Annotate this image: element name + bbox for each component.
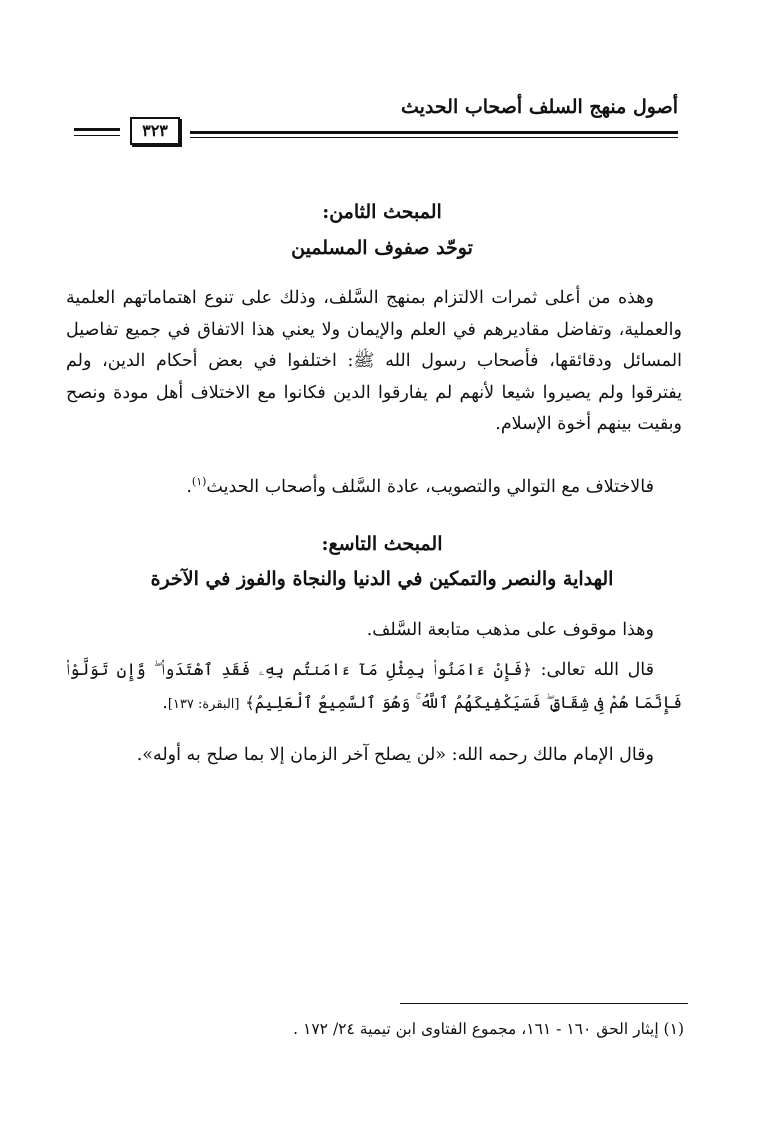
footnote: (١) إيثار الحق ١٦٠ - ١٦١، مجموع الفتاوى ابن تيمية ٢٤/ ١٧٢ .	[293, 1020, 684, 1038]
verse-paragraph	[66, 654, 682, 720]
section-9-title: الهداية والنصر والتمكين في الدنيا والنجاة والفوز في الآخرة	[150, 568, 614, 590]
section-8-paragraph-2-end: .	[186, 476, 192, 497]
section-9-label: المبحث التاسع:	[321, 533, 443, 555]
page-number: ٣٢٣	[130, 117, 180, 145]
header-rule-thin	[190, 137, 678, 138]
section-8-label: المبحث الثامن:	[322, 201, 442, 223]
footnote-reference: (١)	[191, 475, 207, 488]
quran-verse: ﴿فَإِنْ ءَامَنُوا۟ بِمِثْلِ مَآ ءَامَنتُم بِهِۦ فَقَدِ ٱهْتَدَوا۟ ۖ وَّإِن تَوَلَّوْا۟ فَإِنَّمَا هُمْ فِى شِقَاقٍ ۖ فَسَيَكْفِيكَهُمُ ٱللَّهُ ۚ وَهُوَ ٱلسَّمِيعُ ٱلْعَلِيمُ﴾	[66, 660, 682, 712]
header-rule-thick	[190, 131, 678, 134]
footnote-rule	[400, 1003, 688, 1004]
section-8-paragraph-2-text: فالاختلاف مع التوالي والتصويب، عادة السَّلف وأصحاب الحديث	[206, 476, 654, 497]
running-title: أصول منهج السلف أصحاب الحديث	[400, 96, 678, 118]
verse-end: .	[162, 692, 168, 713]
verse-reference: [البقرة: ١٣٧]	[167, 696, 240, 712]
quote-paragraph	[66, 740, 682, 772]
section-8-title: توحّد صفوف المسلمين	[291, 237, 473, 259]
header-left-mark-thick	[74, 128, 120, 131]
section-8-paragraph-2	[66, 466, 682, 503]
verse-intro: قال الله تعالى:	[540, 660, 654, 680]
quote-text: «لن يصلح آخر الزمان إلا بما صلح به أوله».	[136, 745, 447, 765]
quote-intro: وقال الإمام مالك رحمه الله:	[451, 745, 654, 765]
header-left-mark-thin	[74, 135, 120, 136]
section-9-paragraph-1: وهذا موقوف على مذهب متابعة السَّلف.	[366, 620, 654, 640]
section-8-paragraph-1: وهذه من أعلى ثمرات الالتزام بمنهج السَّلف، وذلك على تنوع اهتماماتهم العلمية والعملية، وتفاضل مقاديرهم في العلم والإيمان ولا يعني هذا الاتفاق في جميع تفاصيل المسائل ودقائقها، فأصحاب رسول الله ﷺ: اختلفوا في بعض أحكام الدين، ولم يفترقوا ولم يصيروا شيعا لأنهم لم يفارقوا الدين فكانوا مع الاختلاف أهل مودة ونصح وبقيت بينهم أخوة الإسلام.	[66, 288, 682, 434]
